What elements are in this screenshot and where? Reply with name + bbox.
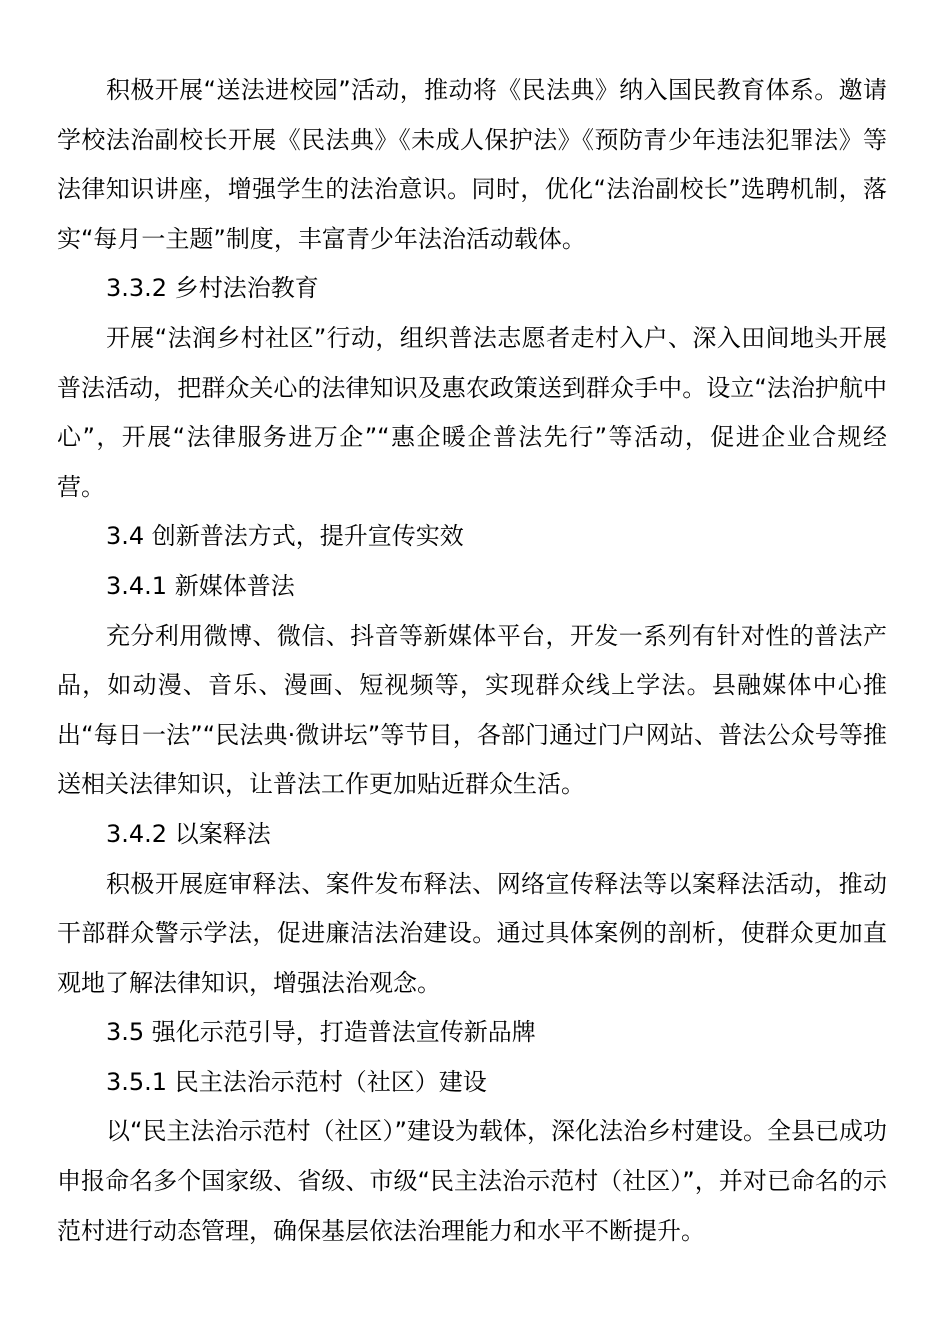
paragraph-law-into-schools: 积极开展“送法进校园”活动，推动将《民法典》纳入国民教育体系。邀请学校法治副校长开展《民法典》《未成人保护法》《预防青少年违法犯罪法》等法律知识讲座，增强学生的法治意识。同时，优化“法治副校长”选聘机制，落实“每月一主题”制度，丰富青少年法治活动载体。: [57, 76, 887, 253]
paragraph-demonstration-village: 以“民主法治示范村（社区）”建设为载体，深化法治乡村建设。全县已成功申报命名多个国家级、省级、市级“民主法治示范村（社区）”，并对已命名的示范村进行动态管理，确保基层依法治理能力和水平不断提升。: [57, 1117, 887, 1245]
heading-3-4: 3.4 创新普法方式，提升宣传实效: [106, 522, 464, 551]
paragraph-new-media: 充分利用微博、微信、抖音等新媒体平台，开发一系列有针对性的普法产品，如动漫、音乐、漫画、短视频等，实现群众线上学法。县融媒体中心推出“每日一法”“民法典·微讲坛”等节目，各部门通过门户网站、普法公众号等推送相关法律知识，让普法工作更加贴近群众生活。: [57, 621, 887, 799]
heading-3-5-1: 3.5.1 民主法治示范村（社区）建设: [106, 1067, 487, 1096]
document-body: [57, 66, 887, 1256]
paragraph-rural-law-education: 开展“法润乡村社区”行动，组织普法志愿者走村入户、深入田间地头开展普法活动，把群众关心的法律知识及惠农政策送到群众手中。设立“法治护航中心”，开展“法律服务进万企”“惠企暖企普法先行”等活动，促进企业合规经营。: [57, 323, 887, 501]
paragraph-case-explanation: 积极开展庭审释法、案件发布释法、网络宣传释法等以案释法活动，推动干部群众警示学法，促进廉洁法治建设。通过具体案例的剖析，使群众更加直观地了解法律知识，增强法治观念。: [57, 869, 887, 997]
heading-3-3-2: 3.3.2 乡村法治教育: [106, 274, 319, 303]
heading-3-4-2: 3.4.2 以案释法: [106, 819, 271, 848]
heading-3-4-1: 3.4.1 新媒体普法: [106, 571, 295, 600]
heading-3-5: 3.5 强化示范引导，打造普法宣传新品牌: [106, 1018, 536, 1047]
